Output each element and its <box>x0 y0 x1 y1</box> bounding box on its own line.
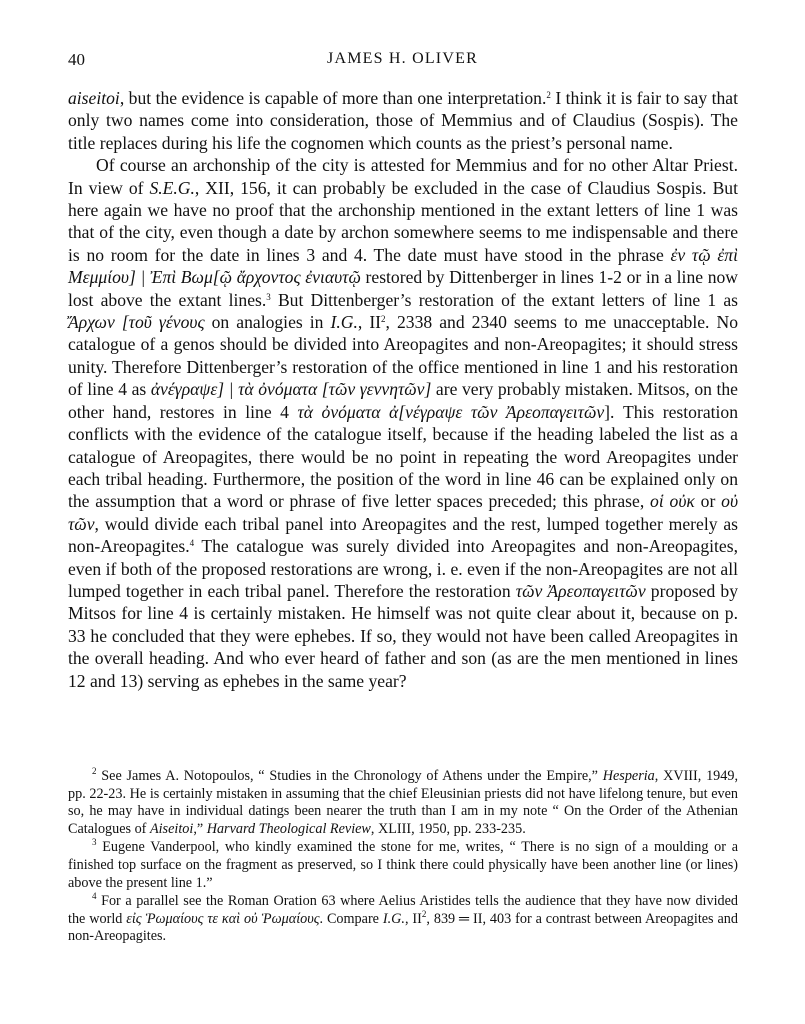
body-text <box>68 87 738 692</box>
footnote-3: $^3$ Eugene Vanderpool, who kindly examined the stone for me, writes, “ There is no sign of a moulding or a finished top surface on the fragment as preserved, so I think there could physically have been another line (or lines) above the present line 1.” <box>68 837 738 891</box>
footnote-2: $^2$ See James A. Notopoulos, “ Studies in the Chronology of Athens under the Empire,” Hesperia, XVIII, 1949, pp. 22-23. He is certainly mistaken in assuming that the chief Eleusinian priests did not have lifelong tenure, but even so, he may have in individual datings been nearer the truth than I am in my note “ On the Order of the Athenian Catalogues of Aiseitoi,” Harvard Theological Review, XLIII, 1950, pp. 233-235. <box>68 766 738 837</box>
journal-title: Hesperia <box>602 768 655 784</box>
greek-phrase: οἱ οὐκ <box>650 491 695 512</box>
greek-phrase: ἀνέγραψε] | τὰ ὀνόματα [τῶν γεννητῶν] <box>150 379 432 400</box>
greek-phrase: τῶν Ἀρεοπαγειτῶν <box>515 580 646 601</box>
term-aiseitoi: Aiseitoi <box>149 820 194 837</box>
greek-phrase: Ἄρχων [τοῦ γένους <box>68 312 205 333</box>
page-number: 40 <box>68 50 85 69</box>
journal-title: Harvard Theological Review <box>206 820 371 837</box>
greek-phrase: τὰ ὀνόματα ἀ[νέγραψε τῶν Ἀρεοπαγειτῶν <box>297 401 605 422</box>
footnote-ref-3[interactable]: 3 <box>266 291 271 302</box>
greek-phrase: ἐν τῷ ἐπὶ Μεμμίου] | Ἐπὶ Βωμ[ῷ ἄρχοντος ἐνιαυτῷ <box>68 244 738 288</box>
citation-ig: I.G. <box>382 910 405 927</box>
paragraph-1: aiseitoi, but the evidence is capable of more than one interpretation.$^2$ I think it is fair to say that only two names come into consideration, those of Memmius and of Claudius (Sospis). The title replaces during his life the cognomen which counts as the priest’s personal name. <box>68 88 738 153</box>
footnote-ref-4[interactable]: 4 <box>189 538 195 549</box>
greek-phrase: εἰς Ῥωμαίους τε καὶ οὐ Ῥωμαίους <box>126 910 320 927</box>
footnotes <box>68 768 738 947</box>
running-head: JAMES H. OLIVER <box>327 50 478 67</box>
footnote-number: 2 <box>92 766 97 776</box>
footnote-number: 3 <box>92 837 97 848</box>
footnote-4: $^4$ For a parallel see the Roman Oration 63 where Aelius Aristides tells the audience that they have now divided the world εἰς Ῥωμαίους τε καὶ οὐ Ῥωμαίους. Compare I.G., $II^2$, 839 ═ II, 403 for a contrast between Areopagites and non-Areopagites. <box>68 891 738 945</box>
term-aiseitoi: aiseitoi <box>68 88 120 108</box>
citation-seg: S.E.G. <box>149 177 195 198</box>
citation-ig: I.G. <box>330 312 358 333</box>
superscript: 2 <box>421 908 427 919</box>
paragraph-2: Of course an archonship of the city is attested for Memmius and for no other Altar Priest. In view of S.E.G., XII, 156, it can probably be excluded in the case of Claudius Sospis. But here again we have no proof that the archonship mentioned in the extant letters of line 1 was that of the city, even though a date by archon somewhere seems to me indispensable and there is no room for the date in lines 3 and 4. The date must have stood in the phrase ἐν τῷ ἐπὶ Μεμμίου] | Ἐπὶ Βωμ[ῷ ἄρχοντος ἐνιαυτῷ restored by Dittenberger in lines 1-2 or in a line now lost above the extant lines.$^3$ But Dittenberger’s restoration of the extant letters of line 1 as Ἄρχων [τοῦ γένους on analogies in I.G., $II^2$, 2338 and 2340 seems to me unacceptable. No catalogue of a genos should be divided into Areopagites and non-Areopagites; it should stress unity. Therefore Dittenberger’s restoration of the office mentioned in line 1 and his restoration of line 4 as ἀνέγραψε] | τὰ ὀνόματα [τῶν γεννητῶν] are very probably mistaken. Mitsos, on the other hand, restores in line 4 τὰ ὀνόματα ἀ[νέγραψε τῶν Ἀρεοπαγειτῶν]. This restoration conflicts with the evidence of the catalogue itself, because if the heading labeled the list as a catalogue of Areopagites, there would be no point in repeating the word Areopagites under each tribal heading. Furthermore, the position of the word in line 46 can be explained only on the assumption that a word or phrase of five letter spaces preceded; this phrase, οἱ οὐκ or οὐ τῶν, would divide each tribal panel into Areopagites and the rest, lumped together merely as non-Areopagites.$^4$ The catalogue was surely divided into Areopagites and non-Areopagites, even if both of the proposed restorations are wrong, i. e. even if the non-Areopagites are not all lumped together in each tribal panel. Therefore the restoration τῶν Ἀρεοπαγειτῶν proposed by Mitsos for line 4 is certainly mistaken. He himself was not quite clear about it, because on p. 33 he concluded that they were ephebes. If so, they would not have been called Areopagites in the overall heading. And who ever heard of father and son (as are the men mentioned in lines 12 and 13) serving as ephebes in the same year? <box>68 155 739 691</box>
superscript: 2 <box>381 314 386 325</box>
footnote-number: 4 <box>92 891 97 902</box>
greek-phrase: οὐ τῶν <box>68 491 739 534</box>
footnote-ref-2[interactable]: 2 <box>546 90 551 100</box>
